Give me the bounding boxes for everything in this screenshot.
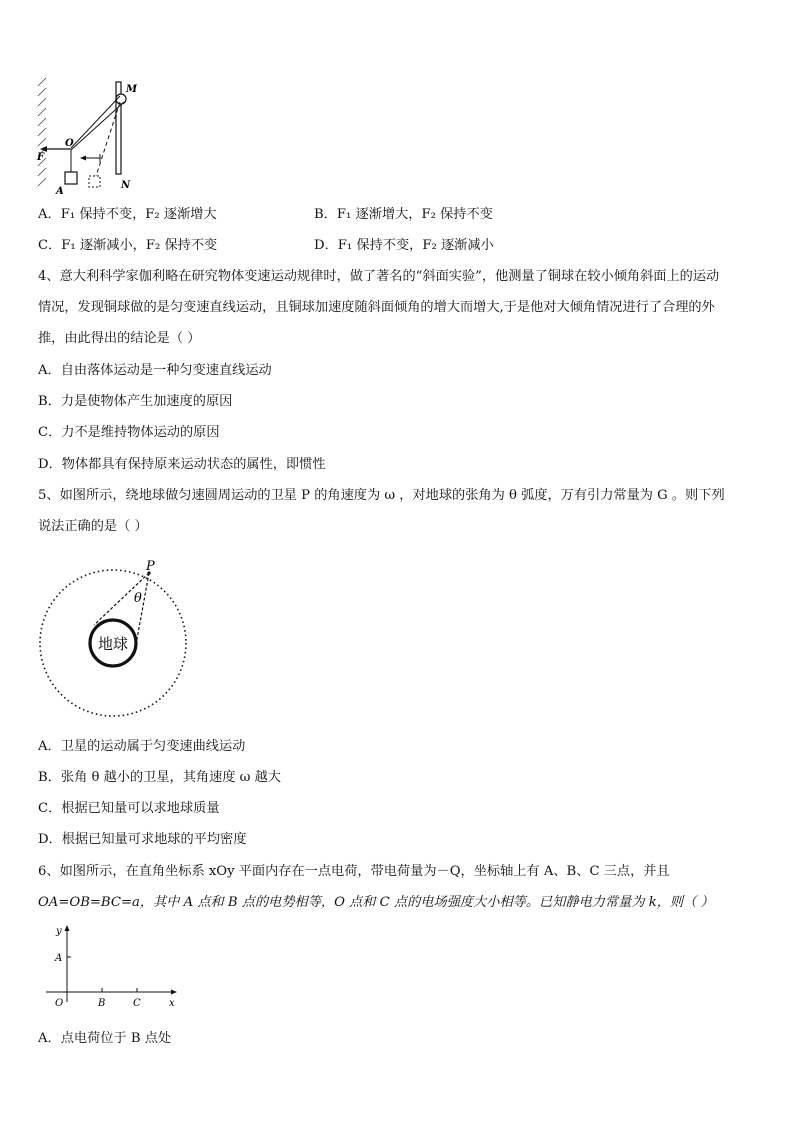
q4-stem-line2: 情况，发现铜球做的是匀变速直线运动，且铜球加速度随斜面倾角的增大而增大,于是他对大倾角情况进行了合理的外 — [38, 300, 715, 315]
y-axis-arrowhead — [65, 925, 70, 931]
motion-arrowhead — [80, 156, 86, 161]
mass-dashed — [89, 176, 100, 187]
label-f: F — [37, 152, 45, 163]
earth-label: 地球 — [97, 635, 129, 653]
label-b-point: B — [98, 998, 106, 1009]
label-o-origin: O — [55, 998, 64, 1009]
q4-stem-line3: 推，由此得出的结论是（ ） — [38, 331, 201, 346]
q5-stem-line1: 5、如图所示，绕地球做匀速圆周运动的卫星 P 的角速度为 ω ，对地球的张角为 θ 弧度，万有引力常量为 G 。则下列 — [38, 488, 725, 503]
q5-option-a: A．卫星的运动属于匀变速曲线运动 — [38, 739, 246, 754]
q3-option-a: A．F₁ 保持不变，F₂ 逐渐增大 — [38, 207, 217, 222]
q3-option-b: B．F₁ 逐渐增大，F₂ 保持不变 — [314, 207, 493, 222]
label-y: y — [56, 926, 62, 937]
label-n: N — [121, 180, 131, 191]
q4-option-c: C．力不是维持物体运动的原因 — [38, 425, 220, 440]
label-a: A — [56, 186, 64, 197]
q3-option-d: D．F₁ 保持不变，F₂ 逐渐减小 — [314, 238, 494, 253]
label-o: O — [65, 138, 74, 149]
q4-stem-line1: 4、意大利科学家伽利略在研究物体变速运动规律时，做了著名的“斜面实验”，他测量了铜球在较小倾角斜面上的运动 — [38, 269, 720, 284]
q5-option-d: D．根据已知量可求地球的平均密度 — [38, 832, 247, 847]
q6-stem-line1: 6、如图所示，在直角坐标系 xOy 平面内存在一点电荷，带电荷量为－Q，坐标轴上有 A、B、C 三点，并且 — [38, 864, 670, 879]
q4-option-d: D．物体都具有保持原来运动状态的属性，即惯性 — [38, 457, 326, 472]
q6-stem-line2: OA=OB=BC=a，其中 A 点和 B 点的电势相等，O 点和 C 点的电场强度大小相等。已知静电力常量为 k，则（ ） — [38, 895, 714, 910]
q6-option-a: A．点电荷位于 B 点处 — [38, 1031, 172, 1046]
label-theta: θ — [134, 591, 142, 606]
q4-option-b: B．力是使物体产生加速度的原因 — [38, 394, 233, 409]
q4-option-a: A．自由落体运动是一种匀变速直线运动 — [38, 363, 272, 378]
q3-option-c: C．F₁ 逐渐减小，F₂ 保持不变 — [38, 238, 218, 253]
label-x: x — [169, 998, 175, 1009]
label-p: P — [146, 559, 155, 574]
rope-mo — [71, 96, 120, 148]
mass-a — [65, 172, 77, 184]
q5-option-b: B．张角 θ 越小的卫星，其角速度 ω 越大 — [38, 770, 281, 785]
label-a-point: A — [55, 953, 63, 964]
label-c-point: C — [133, 998, 141, 1009]
q5-option-c: C．根据已知量可以求地球质量 — [38, 801, 220, 816]
orbit-figure — [36, 555, 196, 735]
ceiling-hatch — [38, 78, 46, 186]
pulley-figure — [36, 78, 146, 198]
axes-figure — [40, 922, 190, 1012]
q5-stem-line2: 说法正确的是（ ） — [38, 519, 148, 534]
label-m: M — [126, 84, 138, 95]
x-axis-arrowhead — [171, 990, 177, 995]
